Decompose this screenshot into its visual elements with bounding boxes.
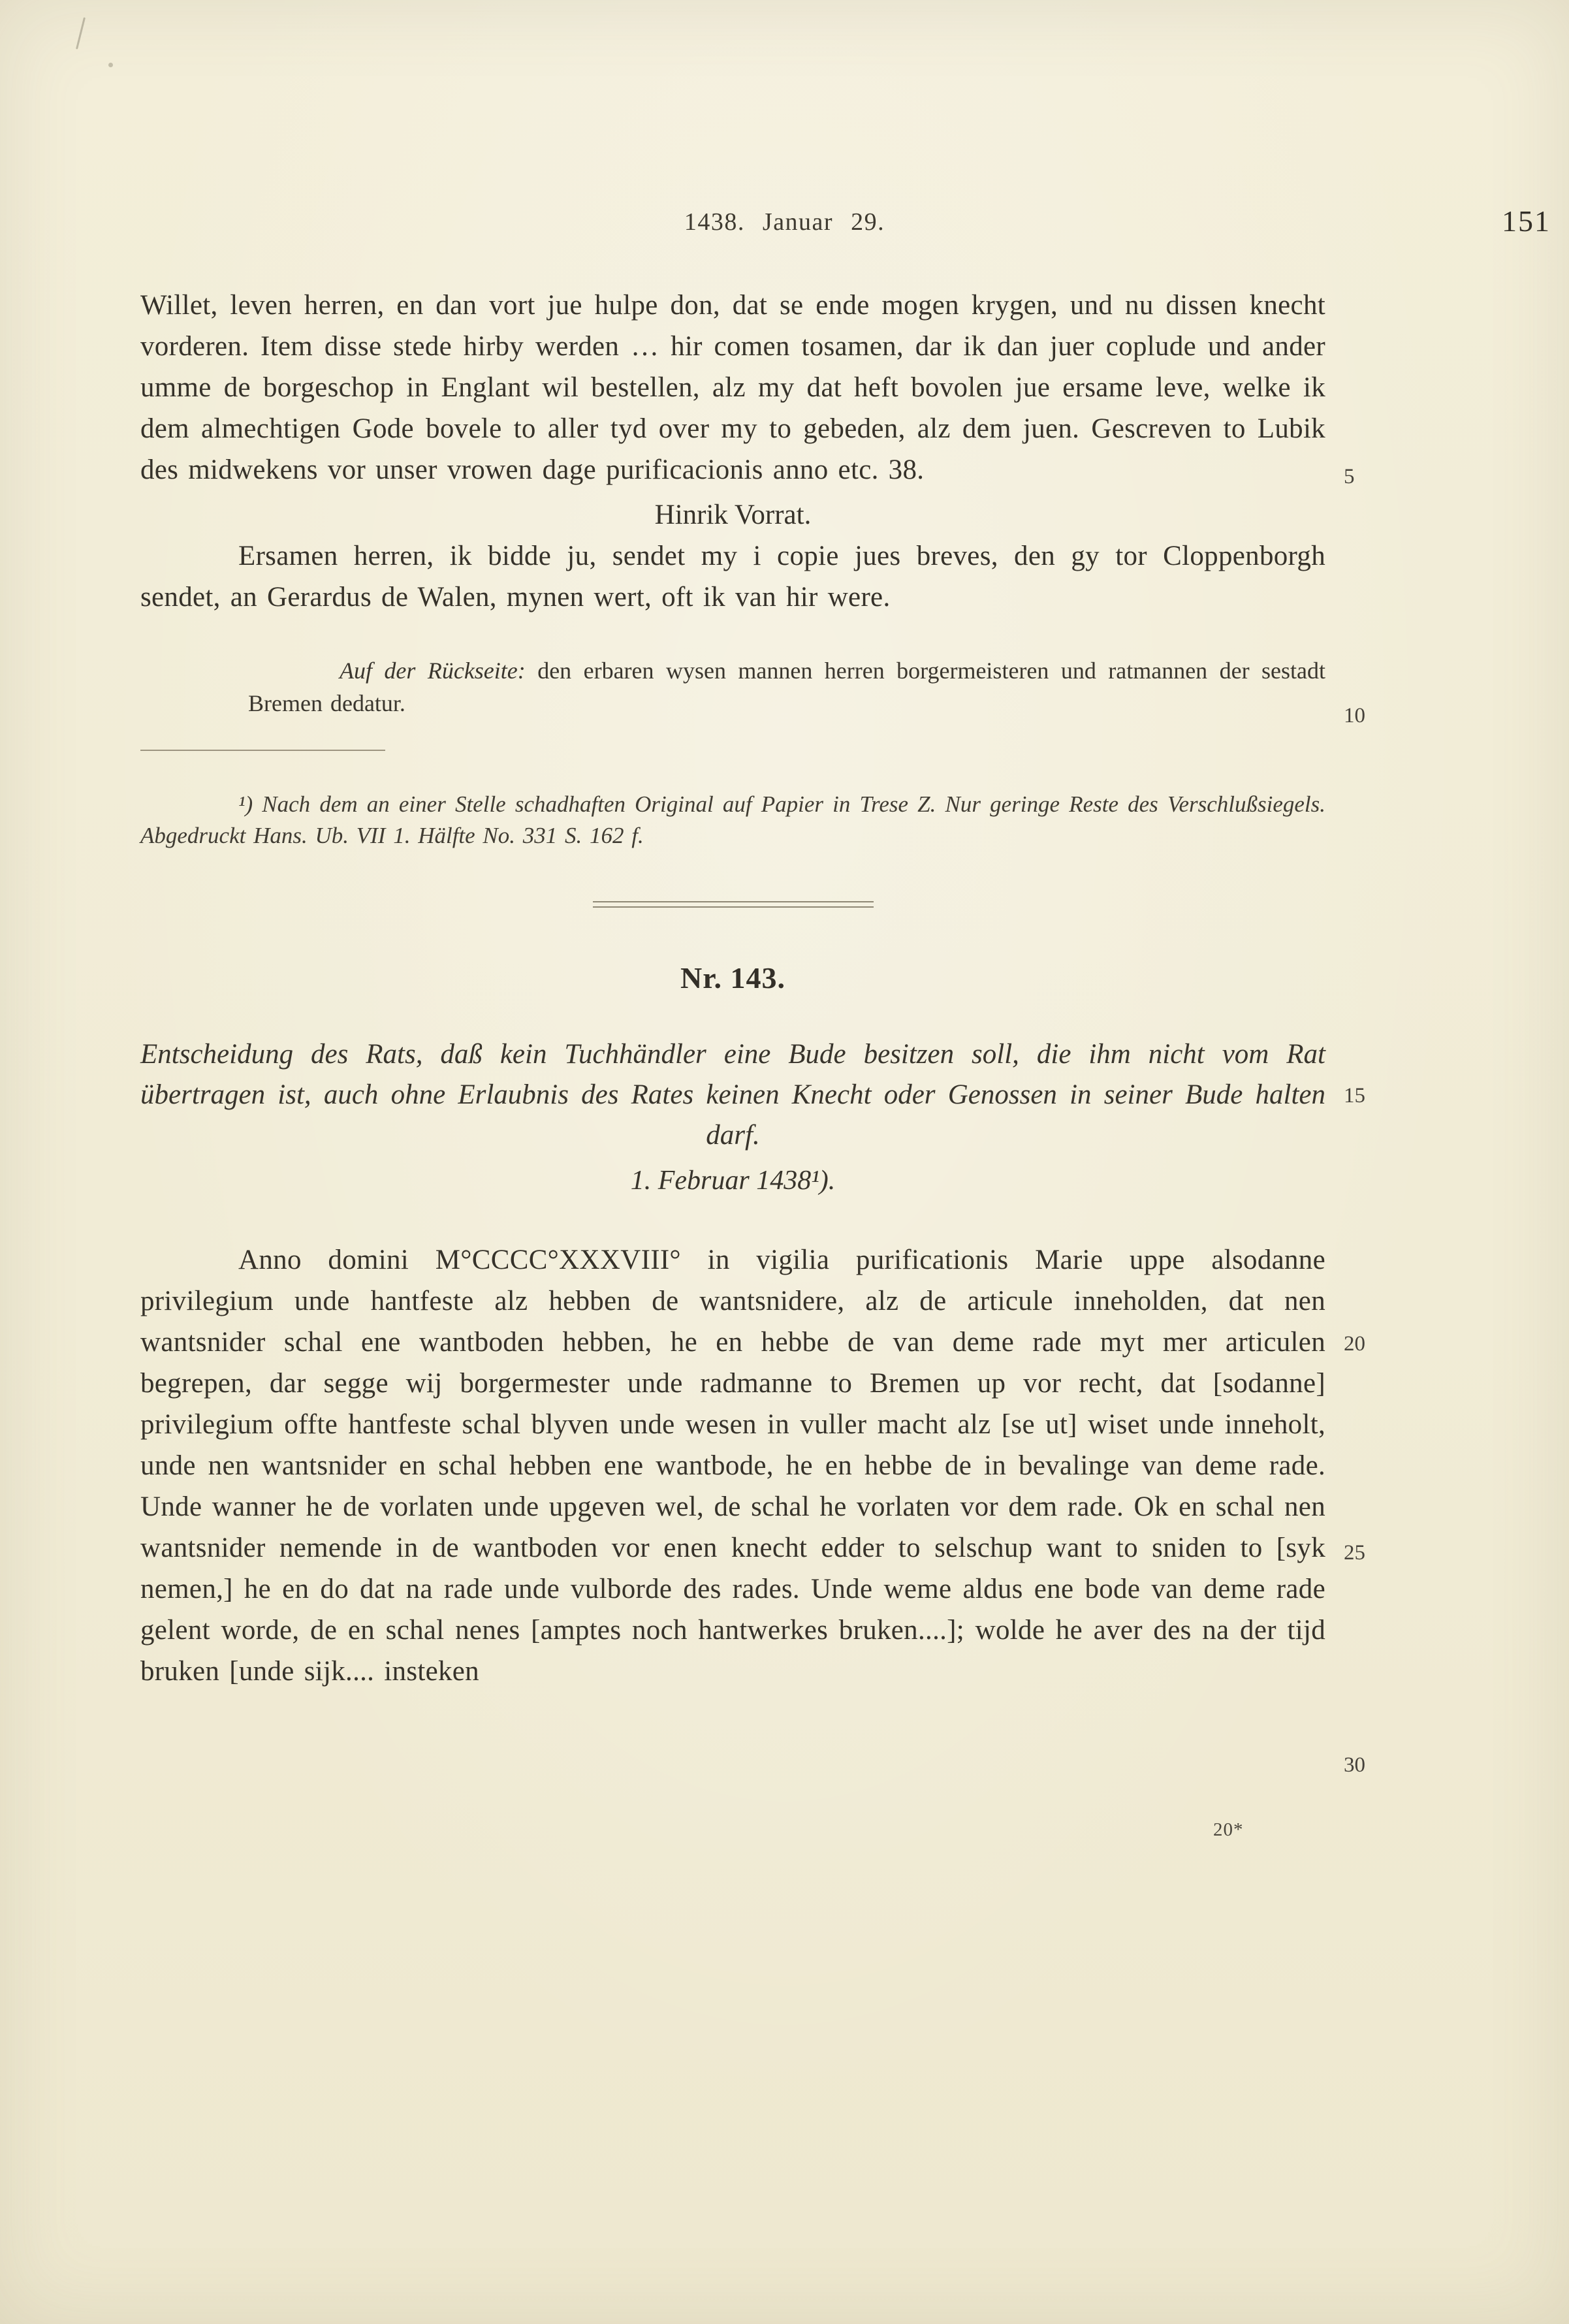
margin-line-number-30: 30 xyxy=(1344,1753,1365,1777)
signature-mark: 20* xyxy=(1213,1819,1244,1840)
margin-line-number-25: 25 xyxy=(1344,1541,1365,1565)
doc143-summary: Entscheidung des Rats, daß kein Tuchhändler eine Bude besitzen soll, die ihm nicht vom Rat übertragen ist, auch ohne Erlaubnis des Rates keinen Knecht oder Genossen in seiner Bude halten darf. xyxy=(140,1039,1325,1151)
text-column xyxy=(140,285,1325,1692)
margin-line-number-20: 20 xyxy=(1344,1332,1365,1356)
doc142-paragraph-1: Willet, leven herren, en dan vort jue hulpe don, dat se ende mogen krygen, und nu dissen knecht vorderen. Item disse stede hirby werden … hir comen tosamen, dar ik dan juer coplude und ander umme de borgeschop in Englant wil bestellen, alz my dat heft bovolen jue ersame leve, welke ik dem almechtigen Gode bovele to aller tyd over my to gebeden, alz dem juen. Gescreven to Lubik des midwekens vor unser vrowen dage purificacionis anno etc. 38. xyxy=(140,290,1325,485)
doc143-body: Anno domini M°CCCC°XXXVIII° in vigilia purificationis Marie uppe alsodanne privilegium unde hantfeste alz hebben de wantsnidere, alz de articule inneholden, dat nen wantsnider schal ene wantboden hebben, he en hebbe de van deme rade myt mer articulen begrepen, dar segge wij borgermester unde radmanne to Bremen up vor recht, dat [sodanne] privilegium offte hantfeste schal blyven unde wesen in vuller macht alz [se ut] wiset unde inneholt, unde nen wantsnider en schal hebben ene wantbode, he en hebbe de in bevalinge van deme rade. Unde wanner he de vorlaten unde upgeven wel, de schal he vorlaten vor dem rade. Ok en schal nen wantsnider nemende in de wantboden vor enen knecht edder to selschup want to sniden to [syk nemen,] he en do dat na rade unde vulborde des rades. Unde weme aldus ene bode van deme rade gelent worde, de en schal nenes [amptes noch hantwerkes bruken....]; wolde he aver des na der tijd bruken [unde sijk.... insteken xyxy=(140,1245,1325,1687)
verso-label: Auf der Rückseite: xyxy=(340,658,526,684)
verso-text: den erbaren wysen mannen herren borgermeisteren und ratmannen der sestadt Bremen dedatur. xyxy=(248,658,1326,716)
margin-line-number-15: 15 xyxy=(1344,1084,1365,1107)
doc143-dateline: 1. Februar 1438¹). xyxy=(630,1166,836,1196)
margin-line-number-5: 5 xyxy=(1344,465,1355,488)
doc142-verso-note xyxy=(248,654,1325,720)
doc142-signature: Hinrik Vorrat. xyxy=(654,500,812,530)
doc143-heading: Nr. 143. xyxy=(680,961,785,995)
footnote-rule xyxy=(140,750,385,751)
divider-line-top xyxy=(593,901,874,902)
page-header xyxy=(0,0,1569,244)
section-divider xyxy=(593,901,874,908)
divider-line-bottom xyxy=(593,906,874,908)
page-number: 151 xyxy=(1502,204,1551,238)
running-head-date: 1438. Januar 29. xyxy=(684,208,885,236)
margin-line-number-10: 10 xyxy=(1344,704,1365,727)
doc142-footnote: ¹) Nach dem an einer Stelle schadhaften Original auf Papier in Trese Z. Nur geringe Reste des Verschlußsiegels. Abgedruckt Hans. Ub. VII 1. Hälfte No. 331 S. 162 f. xyxy=(140,791,1325,848)
doc142-paragraph-2: Ersamen herren, ik bidde ju, sendet my i copie jues breves, den gy tor Cloppenborgh sendet, an Gerardus de Walen, mynen wert, oft ik van hir were. xyxy=(140,541,1325,613)
